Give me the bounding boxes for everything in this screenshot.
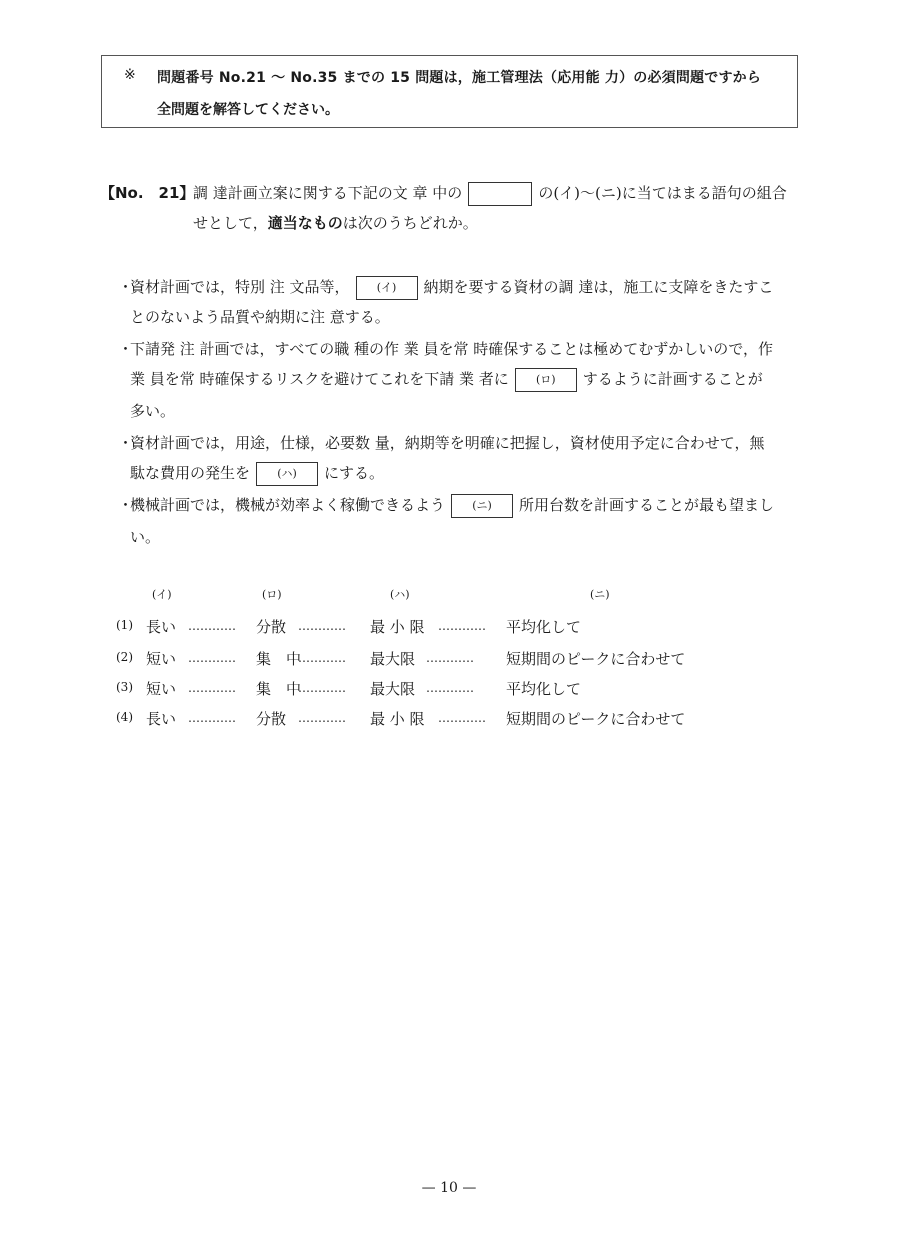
- column-header-i: (イ): [152, 588, 172, 601]
- reference-mark: ※: [124, 67, 136, 83]
- column-header-ni: (ニ): [590, 588, 610, 601]
- blank-box-ha: (ハ): [256, 462, 318, 486]
- bullet-machine-plan-end: い。: [130, 528, 161, 546]
- bullet-material-plan-2-cont: 駄な費用の発生を (ハ) にする。: [130, 462, 384, 486]
- blank-box-ro: (ロ): [515, 368, 577, 392]
- question-stem-line-2: せとして，適当なものは次のうちどれか。: [193, 214, 478, 232]
- bullet-material-plan-1: ・資材計画では，特別 注 文品等， (イ) 納期を要する資材の調 達は，施工に支障をきたすこ: [118, 276, 773, 300]
- instruction-line-2: 全問題を解答してください。: [157, 102, 339, 118]
- column-header-ro: (ロ): [262, 588, 282, 601]
- blank-box-i: (イ): [356, 276, 418, 300]
- question-number: 【No. 21】: [100, 184, 195, 202]
- bullet-material-plan-2: ・資材計画では，用途，仕様，必要数 量，納期等を明確に把握し，資材使用予定に合わせて，無: [118, 434, 765, 452]
- bullet-machine-plan: ・機械計画では，機械が効率よく稼働できるよう (ニ) 所用台数を計画することが最も望まし: [118, 494, 774, 518]
- answer-option-1[interactable]: (1) 長い ………… 分散 ………… 最 小 限 ………… 平均化して: [116, 618, 582, 636]
- bullet-subcontract-plan-end: 多い。: [130, 402, 176, 420]
- emphasis-appropriate: 適当なもの: [267, 214, 343, 232]
- question-stem-line-1: 調 達計画立案に関する下記の文 章 中の の(イ)～(ニ)に当てはまる語句の組合: [193, 182, 787, 206]
- instruction-line-1: 問題番号 No.21 ～ No.35 までの 15 問題は，施工管理法（応用能 力）の必須問題ですから: [157, 70, 762, 86]
- page-number: — 10 —: [421, 1180, 477, 1196]
- column-header-ha: (ハ): [390, 588, 410, 601]
- blank-box-ni: (ニ): [451, 494, 513, 518]
- answer-option-4[interactable]: (4) 長い ………… 分散 ………… 最 小 限 ………… 短期間のピークに合わせて: [116, 710, 686, 728]
- answer-option-2[interactable]: (2) 短い ………… 集 中 ………… 最大限 ………… 短期間のピークに合わせて: [116, 650, 686, 668]
- bullet-material-plan-1-cont: とのないよう品質や納期に注 意する。: [130, 308, 390, 326]
- blank-box: [468, 182, 532, 206]
- answer-option-3[interactable]: (3) 短い ………… 集 中 ………… 最大限 ………… 平均化して: [116, 680, 582, 698]
- bullet-subcontract-plan: ・下請発 注 計画では，すべての職 種の作 業 員を常 時確保することは極めてむずかしいので，作: [118, 340, 774, 358]
- bullet-subcontract-plan-cont: 業 員を常 時確保するリスクを避けてこれを下請 業 者に (ロ) するように計画することが: [130, 368, 763, 392]
- instruction-box: [101, 55, 798, 128]
